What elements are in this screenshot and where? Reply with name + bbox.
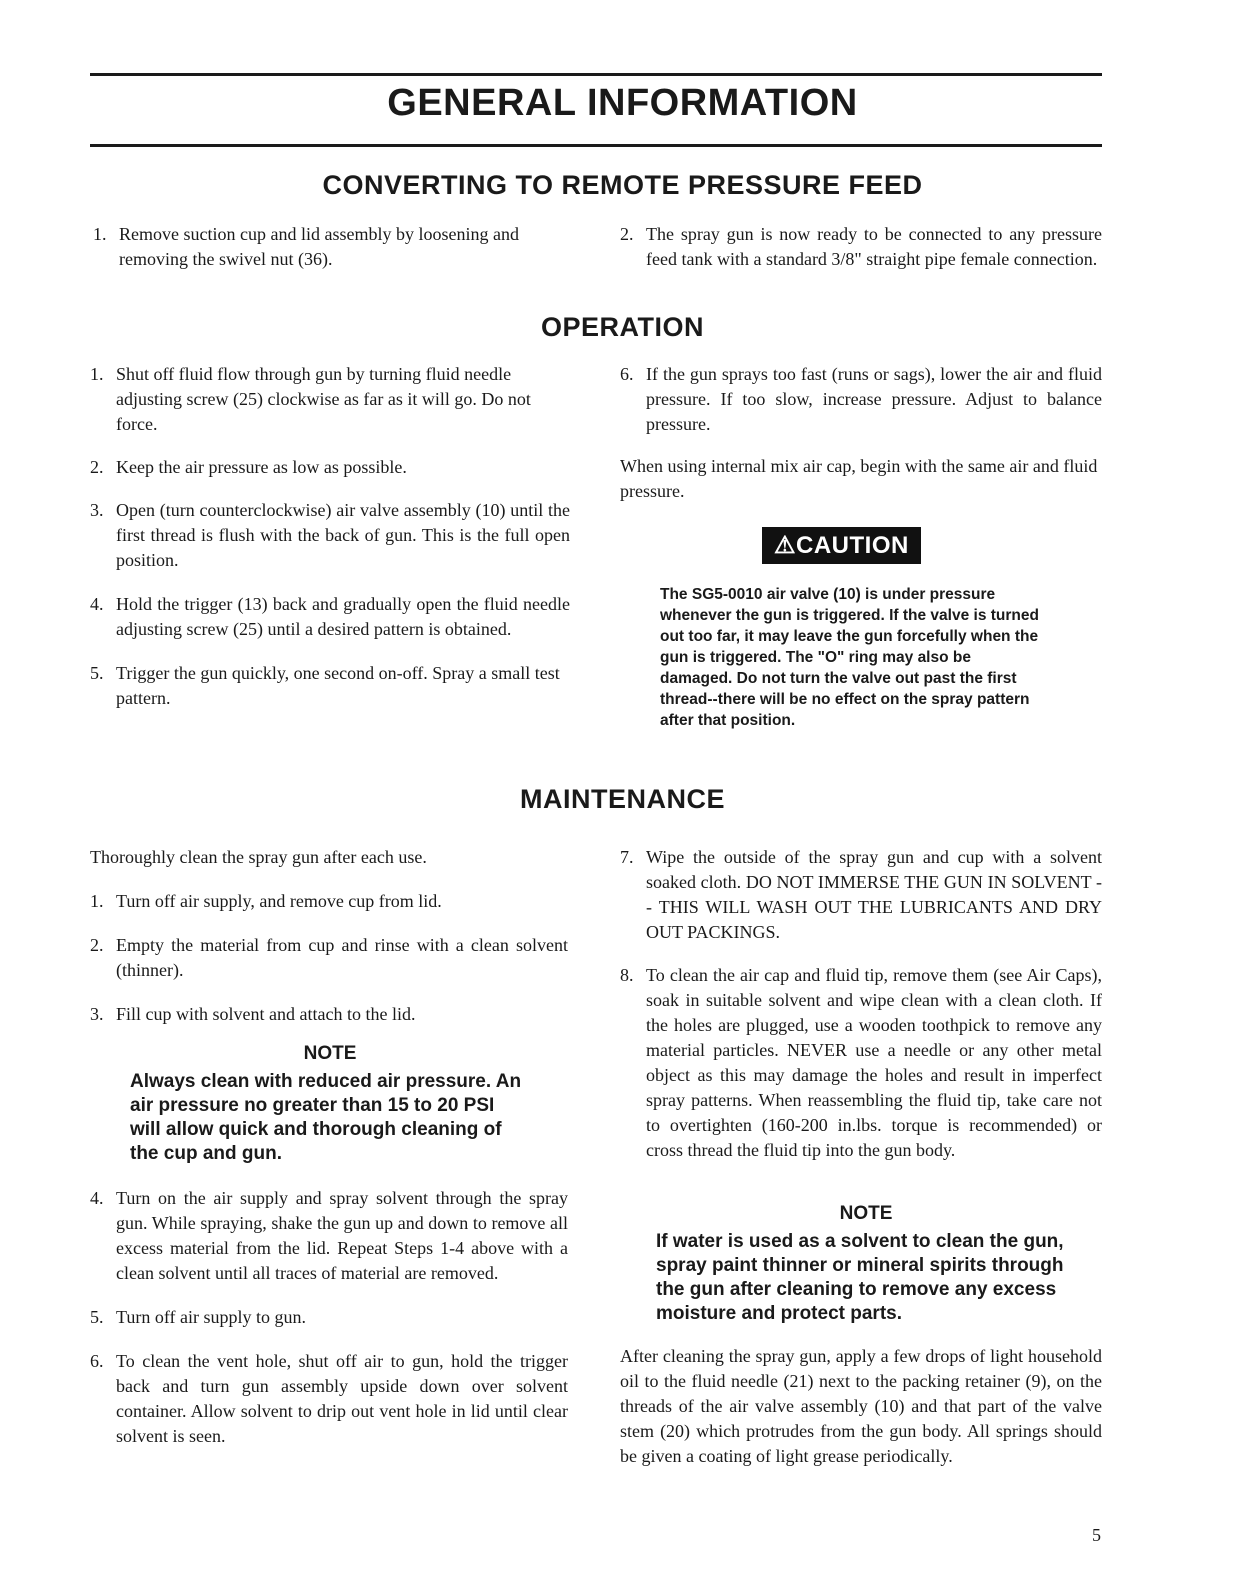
maintenance-step-1: 1. Turn off air supply, and remove cup from lid. [90, 891, 442, 911]
remote-step-2: 2. The spray gun is now ready to be connected to any pressure feed tank with a standard 3/8" straight pipe female connection. [620, 224, 1102, 269]
maintenance-left-column [90, 845, 568, 1449]
note-reduced-pressure [90, 1041, 530, 1166]
caution-warning-text: The SG5-0010 air valve (10) is under pressure whenever the gun is triggered. If the valve is turned out too far, it may leave the gun forcefully when the gun is triggered. The "O" ring may also be damaged. Do not turn the valve out past the first thread--there will be no effect on the spray pattern after that position. [660, 586, 1039, 729]
remote-step-1: 1. Remove suction cup and lid assembly by loosening and removing the swivel nut (36). [93, 224, 519, 269]
maintenance-step-8: 8. To clean the air cap and fluid tip, remove them (see Air Caps), soak in suitable solvent and wipe clean with a clean cloth. If the holes are plugged, use a wooden toothpick to remove any material particles. NEVER use a needle or any other metal object as this may damage the holes and result in imperfect spray patterns. When reassembling the fluid tip, take care not to overtighten (160-200 in.lbs. torque is recommended) or cross thread the fluid tip into the gun body. [620, 965, 1102, 1160]
note-heading: NOTE [839, 1203, 893, 1224]
operation-step-1: 1. Shut off fluid flow through gun by turning fluid needle adjusting screw (25) clockwise as far as it will go. Do not force. [90, 364, 531, 434]
caution-label: ⚠CAUTION [774, 532, 909, 559]
note-text: Always clean with reduced air pressure. An air pressure no greater than 15 to 20 PSI will allow quick and thorough cleaning of the cup and gun. [130, 1071, 522, 1164]
note-water-solvent [620, 1201, 1076, 1326]
maintenance-step-5: 5. Turn off air supply to gun. [90, 1307, 307, 1327]
page-number: 5 [1092, 1525, 1101, 1545]
operation-step-5: 5. Trigger the gun quickly, one second on-off. Spray a small test pattern. [90, 663, 560, 708]
after-cleaning-paragraph: After cleaning the spray gun, apply a few drops of light household oil to the fluid needle (21) next to the packing retainer (9), on the threads of the air valve assembly (10) and that part of the valve stem (20) which protrudes from the gun body. All springs should be given a coating of light grease periodically. [620, 1346, 1102, 1466]
maintenance-step-3: 3. Fill cup with solvent and attach to the lid. [90, 1004, 416, 1024]
remote-right-column [620, 222, 1102, 272]
maintenance-step-6: 6. To clean the vent hole, shut off air to gun, hold the trigger back and turn gun assembly upside down over solvent container. Allow solvent to drip out vent hole in lid until clear solvent is seen. [90, 1351, 568, 1446]
maintenance-step-2: 2. Empty the material from cup and rinse with a clean solvent (thinner). [90, 935, 568, 980]
maintenance-step-4: 4. Turn on the air supply and spray solvent through the spray gun. While spraying, shake the gun up and down to remove all excess material from the lid. Repeat Steps 1-4 above with a clean solvent until all traces of material are removed. [90, 1188, 568, 1283]
note-heading: NOTE [303, 1043, 357, 1064]
operation-step-4: 4. Hold the trigger (13) back and gradually open the fluid needle adjusting screw (25) until a desired pattern is obtained. [90, 594, 570, 639]
remote-feed-heading: CONVERTING TO REMOTE PRESSURE FEED [322, 170, 923, 200]
operation-step-3: 3. Open (turn counterclockwise) air valve assembly (10) until the first thread is flush with the back of gun. This is the full open position. [90, 500, 570, 570]
maintenance-right-column [620, 845, 1102, 1469]
operation-step-2: 2. Keep the air pressure as low as possible. [90, 457, 407, 477]
title-bottom-rule [90, 144, 1102, 147]
top-rule [90, 73, 1102, 76]
remote-left-column [93, 222, 571, 272]
maintenance-heading: MAINTENANCE [520, 784, 725, 814]
maintenance-step-7: 7. Wipe the outside of the spray gun and cup with a solvent soaked cloth. DO NOT IMMERSE THE GUN IN SOLVENT -- THIS WILL WASH OUT THE LUBRICANTS AND DRY OUT PACKINGS. [620, 847, 1102, 942]
internal-mix-note: When using internal mix air cap, begin with the same air and fluid pressure. [620, 456, 1098, 501]
maintenance-intro: Thoroughly clean the spray gun after each use. [90, 847, 427, 867]
page-title: GENERAL INFORMATION [387, 82, 858, 124]
operation-step-6: 6. If the gun sprays too fast (runs or sags), lower the air and fluid pressure. If too slow, increase pressure. Adjust to balance pressure. [620, 364, 1102, 434]
operation-left-column [90, 362, 570, 711]
caution-banner [762, 527, 921, 564]
operation-right-column [620, 362, 1102, 504]
note-text: If water is used as a solvent to clean the gun, spray paint thinner or mineral spirits through the gun after cleaning to remove any excess moisture and protect parts. [656, 1231, 1064, 1324]
operation-heading: OPERATION [540, 312, 704, 342]
